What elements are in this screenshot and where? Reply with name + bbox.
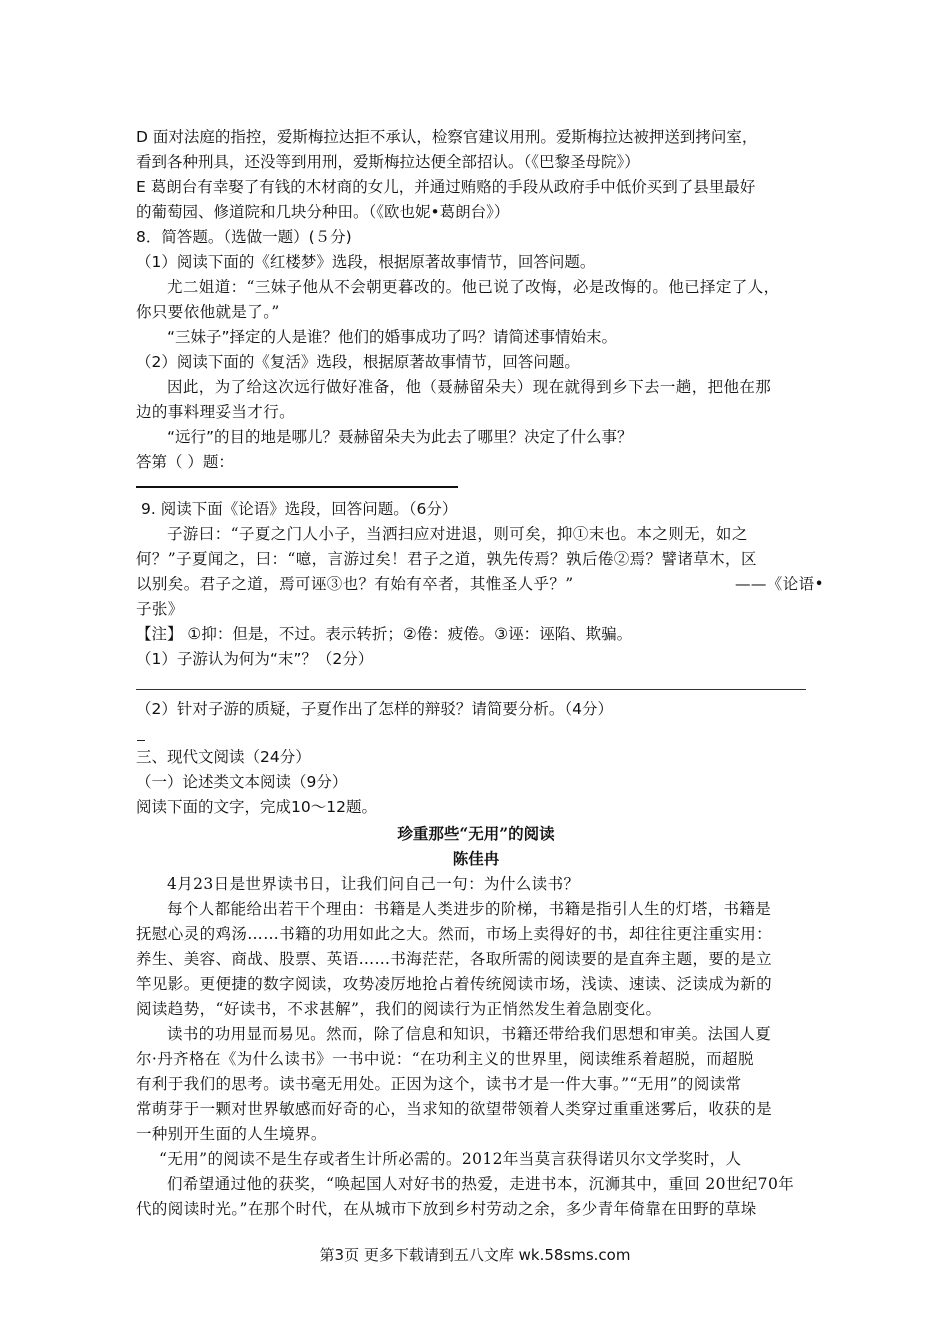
fuhuo-excerpt-line2: 边的事料理妥当才行。 xyxy=(136,403,296,421)
section-3-heading: 三、现代文阅读（24分） xyxy=(136,748,311,766)
article-p2-line5: 阅读趋势，“好读书，不求甚解”，我们的阅读行为正悄然发生着急剧变化。 xyxy=(136,1000,662,1018)
article-p3-line2: 尔·丹齐格在《为什么读书》一书中说：“在功利主义的世界里，阅读维系着超脱，而超脱 xyxy=(136,1050,754,1068)
article-p3-line4: 常萌芽于一颗对世界敏感而好奇的心，当求知的欲望带领着人类穿过重重迷雾后，收获的是 xyxy=(136,1100,773,1118)
article-p2-line2: 抚慰心灵的鸡汤……书籍的功用如此之大。然而，市场上卖得好的书，却往往更注重实用： xyxy=(136,925,773,943)
article-p4-line3: 代的阅读时光。”在那个时代，在从城市下放到乡村劳动之余，多少青年倚靠在田野的草垛 xyxy=(136,1200,757,1218)
article-p3-line3: 有利于我们的思考。读书毫无用处。正因为这个，读书才是一件大事。”“无用”的阅读常 xyxy=(136,1075,742,1093)
answer-line-9-1 xyxy=(136,689,806,690)
article-author: 陈佳冉 xyxy=(452,849,500,868)
article-p4-line2: 们希望通过他的获奖，“唤起国人对好书的热爱，走进书本，沉浉其中，重回 20世纪70年 xyxy=(167,1175,795,1193)
question-8-part1-prompt: “三妹子”择定的人是谁？他们的婚事成功了吗？请简述事情始末。 xyxy=(167,328,618,346)
article-p2-line4: 竿见影。更便捷的数字阅读，攻势凌厉地抢占着传统阅读市场，浅读、速读、泛读成为新的 xyxy=(136,975,773,993)
article-p2-line3: 养生、美容、商战、股票、英语……书海茫茫，各取所需的阅读要的是直奔主题，要的是立 xyxy=(136,950,773,968)
article-p2-line1: 每个人都能给出若干个理由：书籍是人类进步的阶梯，书籍是指引人生的灯塔，书籍是 xyxy=(167,900,772,918)
reading-instruction: 阅读下面的文字，完成10～12题。 xyxy=(136,798,377,816)
lunyu-excerpt-line1: 子游曰：“子夏之门人小子，当洒扫应对进退，则可矣，抑①末也。本之则无，如之 xyxy=(167,525,748,543)
answer-mark xyxy=(137,740,145,741)
question-8-part2-prompt: “远行”的目的地是哪儿？聂赫留朵夫为此去了哪里？决定了什么事？ xyxy=(167,428,633,446)
hongloumeng-excerpt-line2: 你只要依他就是了。” xyxy=(136,303,280,321)
option-e-line1: E 葛朗台有幸娶了有钱的木材商的女儿，并通过贿赂的手段从政府手中低价买到了县里最好 xyxy=(136,178,756,196)
lunyu-source-cont: 子张》 xyxy=(136,600,184,618)
question-8-heading: 8．简答题。（选做一题）(５分) xyxy=(136,228,352,246)
hongloumeng-excerpt-line1: 尤二姐道：“三妹子他从不会朝更暮改的。他已说了改悔，必是改悔的。他已择定了人， xyxy=(167,278,780,296)
option-d-line1: D 面对法庭的指控，爱斯梅拉达拒不承认，检察官建议用刑。爱斯梅拉达被押送到拷问室， xyxy=(136,128,758,146)
answer-line xyxy=(136,486,458,488)
lunyu-excerpt-line2: 何？”子夏闻之，曰：“噫，言游过矣！君子之道，孰先传焉？孰后倦②焉？譬诸草木，区 xyxy=(136,550,757,568)
article-title: 珍重那些“无用”的阅读 xyxy=(397,824,555,843)
lunyu-excerpt-line3: 以别矣。君子之道，焉可诬③也？有始有卒者，其惟圣人乎？” xyxy=(136,575,574,593)
article-p3-line1: 读书的功用显而易见。然而，除了信息和知识，书籍还带给我们思想和审美。法国人夏 xyxy=(167,1025,772,1043)
lunyu-source: ——《论语• xyxy=(735,575,825,593)
question-9-part2: （2）针对子游的质疑，子夏作出了怎样的辩驳？请简要分析。（4分） xyxy=(136,700,613,718)
question-8-part1: （1）阅读下面的《红楼梦》选段，根据原著故事情节，回答问题。 xyxy=(136,253,596,271)
annotation-note: 【注】 ①抑：但是，不过。表示转折；②倦：疲倦。③诬：诬陷、欺骗。 xyxy=(136,625,633,643)
article-p3-line5: 一种别开生面的人生境界。 xyxy=(136,1125,327,1143)
question-9-heading: 9. 阅读下面《论语》选段，回答问题。（6分） xyxy=(141,500,458,518)
fuhuo-excerpt-line1: 因此，为了给这次远行做好准备，他（聂赫留朵夫）现在就得到乡下去一趟，把他在那 xyxy=(167,378,772,396)
question-9-part1: （1）子游认为何为“末”？（2分） xyxy=(136,650,374,668)
option-e-line2: 的葡萄园、修道院和几块分种田。（《欧也妮•葛朗台》） xyxy=(136,203,510,221)
subsection-1-heading: （一）论述类文本阅读（9分） xyxy=(136,773,348,791)
option-d-line2: 看到各种刑具，还没等到用刑，爱斯梅拉达便全部招认。（《巴黎圣母院》） xyxy=(136,153,640,171)
article-p1: 4月23日是世界读书日，让我们问自己一句：为什么读书？ xyxy=(167,875,580,893)
article-p4-line1: “无用”的阅读不是生存或者生计所必需的。2012年当莫言获得诺贝尔文学奖时，人 xyxy=(159,1150,742,1168)
page-footer: 第3页 更多下载请到五八文库 wk.58sms.com xyxy=(319,1246,631,1264)
answer-choice-label: 答第（ ）题： xyxy=(136,453,234,471)
question-8-part2: （2）阅读下面的《复活》选段，根据原著故事情节，回答问题。 xyxy=(136,353,580,371)
